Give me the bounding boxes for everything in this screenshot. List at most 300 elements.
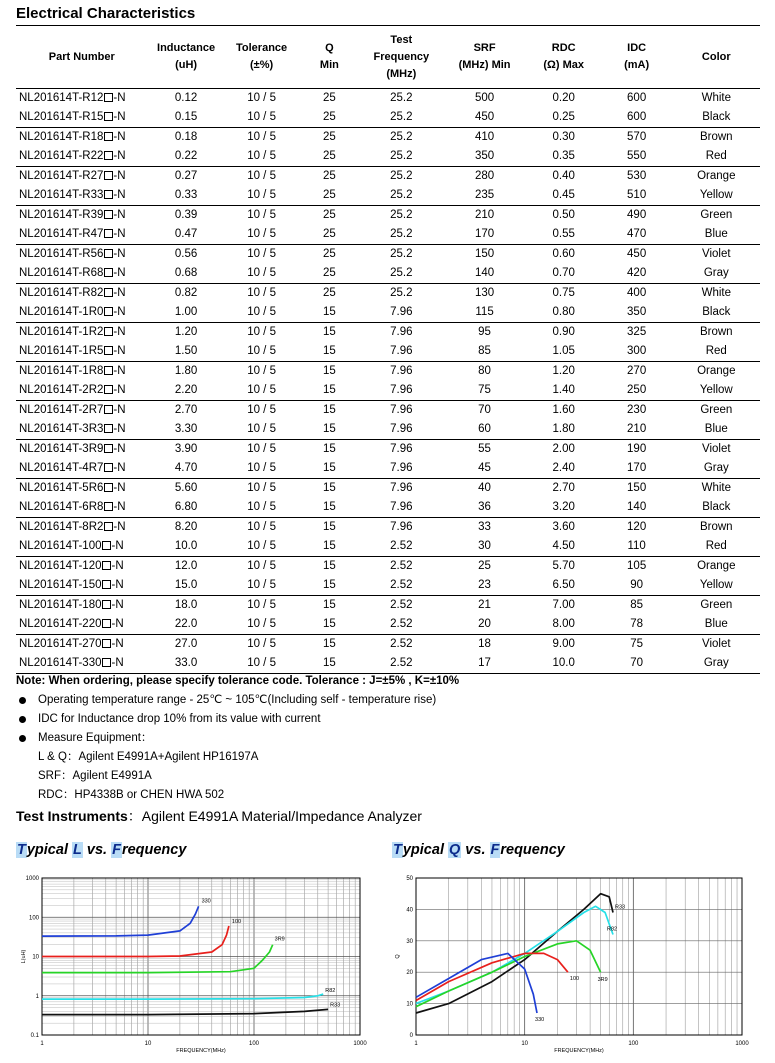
table-cell: 0.18 [148,128,225,148]
part-number-suffix: -N [111,560,124,572]
part-number-prefix: NL201614T-1R8 [19,365,104,377]
table-cell: 25.2 [390,150,413,162]
part-number-suffix: -N [113,384,126,396]
series-line [416,894,613,1013]
column-header [527,26,601,89]
table-cell: Black [702,501,731,513]
y-tick-label: 0 [409,1033,413,1039]
table-cell: Green [673,401,760,421]
table-cell: 10 / 5 [247,92,276,104]
table-cell: 10 / 5 [247,462,276,474]
table-cell: 10 / 5 [225,518,299,538]
table-cell: 10 / 5 [247,384,276,396]
part-number-suffix: -N [113,345,126,357]
table-row [16,206,760,226]
header-line: (uH) [175,59,198,71]
table-cell: 10 / 5 [225,284,299,304]
table-cell: 210 [442,206,526,226]
table-cell: 15 [323,423,336,435]
part-number-suffix: -N [111,540,124,552]
tolerance-code-box-icon [102,658,111,667]
table-cell: 30 [478,540,491,552]
l-chart-title [16,842,186,858]
table-cell: 570 [601,128,673,148]
q-chart-title [392,842,565,858]
table-cell: 70 [601,654,673,674]
table-cell: 33.0 [148,654,225,674]
table-cell: 25.2 [360,128,442,148]
column-header [225,26,299,89]
table-cell: 10 / 5 [247,111,276,123]
part-number-cell [16,167,148,187]
part-number-cell [16,420,148,440]
table-cell: 7.96 [390,384,413,396]
table-cell: 0.25 [552,111,575,123]
table-cell: 25 [323,150,336,162]
table-cell: 25.2 [360,206,442,226]
table-cell: 25 [442,557,526,577]
tolerance-code-box-icon [104,366,113,375]
x-tick-label: 10 [144,1041,152,1047]
title-highlight: T [17,842,26,858]
part-number-prefix: NL201614T-R12 [19,92,104,104]
tolerance-code-box-icon [104,307,113,316]
table-cell: 15 [299,362,361,382]
table-cell: 25.2 [390,189,413,201]
y-tick-label: 10 [406,1001,413,1008]
part-number-prefix: NL201614T-R15 [19,111,104,123]
series-line [416,941,601,1007]
part-number-cell [16,342,148,362]
tolerance-code-box-icon [104,385,113,394]
table-cell: 115 [475,306,494,318]
test-instruments [16,806,422,826]
table-cell: 550 [627,150,647,162]
part-number-prefix: NL201614T-R47 [19,228,104,240]
tolerance-code-box-icon [102,619,111,628]
table-cell: 60 [478,423,491,435]
part-number-prefix: NL201614T-3R9 [19,443,104,455]
table-cell: 15 [299,323,361,343]
column-header [442,26,526,89]
table-cell: 2.52 [360,596,442,616]
table-cell: Blue [704,618,728,630]
part-number-cell [16,576,148,596]
table-cell: 25.2 [390,92,413,104]
part-number-cell [16,596,148,616]
table-cell: 10 / 5 [247,306,276,318]
table-cell: Red [705,150,727,162]
part-number-cell [16,557,148,577]
part-number-cell [16,108,148,128]
part-number-cell [16,284,148,304]
table-cell: 40 [442,479,526,499]
header-line: IDC [627,42,647,54]
part-number-suffix: -N [113,482,126,494]
table-cell: 0.75 [527,284,601,304]
table-cell: 25.2 [390,111,413,123]
equipment-line: SRF：Agilent E4991A [38,770,152,782]
table-cell: 25.2 [390,267,413,279]
bullet-icon [19,735,26,742]
part-number-prefix: NL201614T-120 [19,560,102,572]
table-cell: 0.55 [552,228,575,240]
series-line [42,926,229,957]
part-number-prefix: NL201614T-1R5 [19,345,104,357]
tolerance-code-box-icon [102,639,111,648]
part-number-cell [16,537,148,557]
table-cell: 10 / 5 [247,501,276,513]
table-row [16,615,760,635]
table-cell: 2.70 [527,479,601,499]
table-cell: 10.0 [527,654,601,674]
table-cell: 10 / 5 [247,423,276,435]
part-number-prefix: NL201614T-1R0 [19,306,104,318]
column-header [601,26,673,89]
y-tick-label: 100 [28,915,39,922]
part-number-suffix: -N [113,443,126,455]
table-cell: Violet [673,245,760,265]
table-cell: 7.96 [360,401,442,421]
table-cell: 7.96 [390,345,413,357]
table-cell: 4.50 [552,540,575,552]
y-tick-label: 30 [406,938,413,945]
table-cell: 25 [323,111,336,123]
table-cell: 0.68 [174,267,198,279]
note-bullet [16,691,459,710]
y-tick-label: 0.1 [30,1033,39,1039]
table-cell: 10 / 5 [247,189,276,201]
table-cell: 10 / 5 [225,167,299,187]
table-cell: Brown [673,323,760,343]
table-cell: 410 [442,128,526,148]
table-cell: 6.80 [174,501,198,513]
electrical-characteristics-table [16,25,760,674]
part-number-suffix: -N [113,170,126,182]
table-cell: 10 / 5 [247,150,276,162]
tolerance-code-box-icon [104,463,113,472]
table-cell: 15 [323,306,336,318]
part-number-suffix: -N [113,501,126,513]
series-label: 330 [201,898,211,905]
part-number-cell [16,186,148,206]
y-tick-label: 40 [406,907,413,914]
table-cell: 230 [601,401,673,421]
table-cell: Orange [673,167,760,187]
table-cell: 120 [601,518,673,538]
table-cell: 75 [601,635,673,655]
table-cell: 3.90 [148,440,225,460]
part-number-cell [16,518,148,538]
table-cell: 1.80 [552,423,575,435]
part-number-cell [16,206,148,226]
table-cell: 15 [323,579,336,591]
part-number-prefix: NL201614T-1R2 [19,326,104,338]
table-cell: 0.80 [552,306,575,318]
tolerance-code-box-icon [102,541,111,550]
x-axis-label: FREQUENCY(MHz) [554,1048,604,1054]
part-number-cell [16,498,148,518]
table-cell: 3.20 [552,501,575,513]
y-tick-label: 50 [406,876,413,882]
y-axis-label: L(uH) [21,949,27,964]
tolerance-code-box-icon [104,210,113,219]
table-cell: 450 [601,245,673,265]
table-cell: 400 [601,284,673,304]
table-cell: 7.96 [360,479,442,499]
table-cell: 21 [442,596,526,616]
table-cell: 7.96 [360,362,442,382]
notes-section [16,672,459,805]
title-highlight: F [490,842,500,858]
table-cell: 45 [478,462,491,474]
table-cell: 190 [601,440,673,460]
table-cell: 7.96 [360,440,442,460]
table-row [16,479,760,499]
part-number-suffix: -N [111,599,124,611]
table-cell: Blue [704,228,728,240]
table-cell: Gray [703,462,729,474]
table-cell: 7.96 [390,306,413,318]
table-cell: 1.20 [148,323,225,343]
table-cell: 0.30 [527,128,601,148]
part-number-suffix: -N [113,111,126,123]
part-number-prefix: NL201614T-6R8 [19,501,104,513]
table-cell: 10 / 5 [247,579,276,591]
series-label: R82 [607,926,618,933]
table-cell: Orange [673,362,760,382]
part-number-cell [16,381,148,401]
table-cell: 270 [601,362,673,382]
table-cell: 10 / 5 [225,362,299,382]
equipment-line: L & Q：Agilent E4991A+Agilent HP16197A [38,751,259,763]
header-line: Frequency [373,50,430,63]
table-cell: 0.12 [174,92,198,104]
part-number-prefix: NL201614T-180 [19,599,102,611]
y-tick-label: 10 [32,954,39,961]
table-cell: Violet [673,440,760,460]
table-cell: 15 [299,596,361,616]
bullet-icon [19,697,26,704]
table-cell: 1.40 [552,384,575,396]
table-cell: 15 [299,440,361,460]
series-line [416,953,537,1013]
part-number-suffix: -N [113,521,126,533]
table-cell: 10 / 5 [247,267,276,279]
table-cell: 10 / 5 [225,479,299,499]
part-number-prefix: NL201614T-5R6 [19,482,104,494]
series-label: 330 [535,1017,545,1024]
table-cell: 27.0 [148,635,225,655]
table-row [16,596,760,616]
table-cell: Green [673,206,760,226]
part-number-prefix: NL201614T-100 [19,540,102,552]
table-cell: 7.96 [360,323,442,343]
table-cell: Red [705,345,727,357]
table-row [16,147,760,167]
x-tick-label: 1000 [353,1041,367,1047]
table-cell: 12.0 [148,557,225,577]
table-cell: 530 [601,167,673,187]
table-cell: 20 [478,618,491,630]
table-cell: Gray [673,654,760,674]
tolerance-code-box-icon [104,132,113,141]
tolerance-code-box-icon [104,268,113,277]
table-row [16,303,760,323]
part-number-prefix: NL201614T-3R3 [19,423,104,435]
series-label: 100 [231,918,242,925]
table-cell: 2.40 [552,462,575,474]
table-cell: 170 [474,228,495,240]
table-cell: 25.2 [360,284,442,304]
column-header [360,26,442,89]
table-cell: 25 [299,206,361,226]
title-highlight: F [112,842,121,858]
table-header [16,26,760,89]
table-cell: 15 [299,635,361,655]
table-cell: 140 [627,501,647,513]
table-cell: 7.96 [360,518,442,538]
table-cell: 6.50 [552,579,575,591]
table-cell: 18 [442,635,526,655]
table-cell: 210 [627,423,647,435]
table-cell: 470 [627,228,647,240]
table-cell: 2.52 [360,635,442,655]
tolerance-code-box-icon [104,424,113,433]
table-cell: 150 [442,245,526,265]
table-row [16,362,760,382]
series-label: 3R9 [274,936,285,943]
table-cell: 4.70 [174,462,198,474]
title-highlight: Q [449,842,461,858]
table-cell: 95 [442,323,526,343]
table-row [16,89,760,109]
note-text: IDC for Inductance drop 10% from its value with current [38,713,321,725]
table-cell: 2.52 [390,618,413,630]
part-number-prefix: NL201614T-330 [19,657,102,669]
title-text: ypical [402,842,448,858]
equipment-line: RDC：HP4338B or CHEN HWA 502 [38,789,225,801]
title-text: vs. [461,842,490,858]
note-text: Measure Equipment： [38,732,153,744]
note-text: Operating temperature range - 25℃ ~ 105℃(Including self - temperature rise) [38,694,437,706]
part-number-prefix: NL201614T-R18 [19,131,104,143]
table-cell: 25 [299,245,361,265]
table-cell: 10 / 5 [247,540,276,552]
y-tick-label: 20 [406,970,413,977]
series-label: R33 [330,1002,341,1009]
table-cell: 510 [627,189,647,201]
table-cell: 0.60 [527,245,601,265]
table-cell: 300 [627,345,647,357]
part-number-prefix: NL201614T-220 [19,618,102,630]
table-cell: 5.70 [527,557,601,577]
part-number-suffix: -N [113,306,126,318]
tolerance-code-box-icon [104,327,113,336]
bullet-icon [19,716,26,723]
table-cell: 110 [627,540,646,552]
table-cell: 170 [627,462,647,474]
table-cell: 25 [323,228,336,240]
table-cell: 15 [299,401,361,421]
part-number-suffix: -N [111,579,124,591]
tolerance-code-box-icon [104,405,113,414]
l-vs-frequency-chart [14,870,367,1060]
table-cell: 85 [601,596,673,616]
table-cell: 3.30 [174,423,198,435]
table-cell: 2.52 [360,654,442,674]
tolerance-code-box-icon [104,522,113,531]
table-cell: 15 [323,618,336,630]
tolerance-code-box-icon [104,502,113,511]
x-tick-label: 10 [521,1041,529,1047]
table-cell: 10.0 [174,540,198,552]
table-cell: 0.50 [527,206,601,226]
table-cell: 250 [627,384,647,396]
table-cell: 55 [442,440,526,460]
table-row [16,245,760,265]
table-cell: 78 [630,618,644,630]
part-number-cell [16,245,148,265]
table-cell: 0.90 [527,323,601,343]
table-cell: 0.39 [148,206,225,226]
table-cell: 1.05 [552,345,575,357]
table-cell: 25 [323,92,336,104]
table-row [16,401,760,421]
part-number-suffix: -N [113,248,126,260]
table-cell: 70 [442,401,526,421]
table-cell: 25.2 [360,245,442,265]
part-number-prefix: NL201614T-R39 [19,209,104,221]
table-cell: 10 / 5 [225,440,299,460]
series-line [42,994,323,999]
table-cell: 15 [323,462,336,474]
part-number-cell [16,147,148,167]
table-cell: 420 [627,267,647,279]
table-cell: 25 [299,284,361,304]
table-cell: 10 / 5 [247,618,276,630]
tolerance-code-box-icon [102,580,111,589]
table-cell: 1.50 [174,345,198,357]
tolerance-code-box-icon [104,288,113,297]
table-row [16,323,760,343]
part-number-prefix: NL201614T-2R7 [19,404,104,416]
part-number-cell [16,615,148,635]
table-row [16,537,760,557]
header-line: SRF [473,42,496,54]
table-cell: 25 [323,267,336,279]
tolerance-code-box-icon [102,561,111,570]
table-cell: 0.20 [552,92,575,104]
part-number-cell [16,128,148,148]
header-line: (mA) [624,59,650,71]
x-tick-label: 100 [628,1041,639,1047]
table-cell: Green [673,596,760,616]
part-number-cell [16,89,148,109]
table-cell: 0.45 [552,189,575,201]
header-line: (MHz) [386,67,417,80]
part-number-suffix: -N [111,618,124,630]
table-cell: 25.2 [390,228,413,240]
part-number-suffix: -N [113,365,126,377]
q-vs-frequency-chart [390,870,750,1060]
table-cell: 7.96 [390,423,413,435]
tolerance-code-box-icon [104,444,113,453]
tolerance-code-box-icon [104,249,113,258]
table-cell: 0.47 [174,228,198,240]
part-number-cell [16,401,148,421]
ordering-note: Note: When ordering, please specify tolerance code. Tolerance : J=±5% , K=±10% [16,675,460,687]
